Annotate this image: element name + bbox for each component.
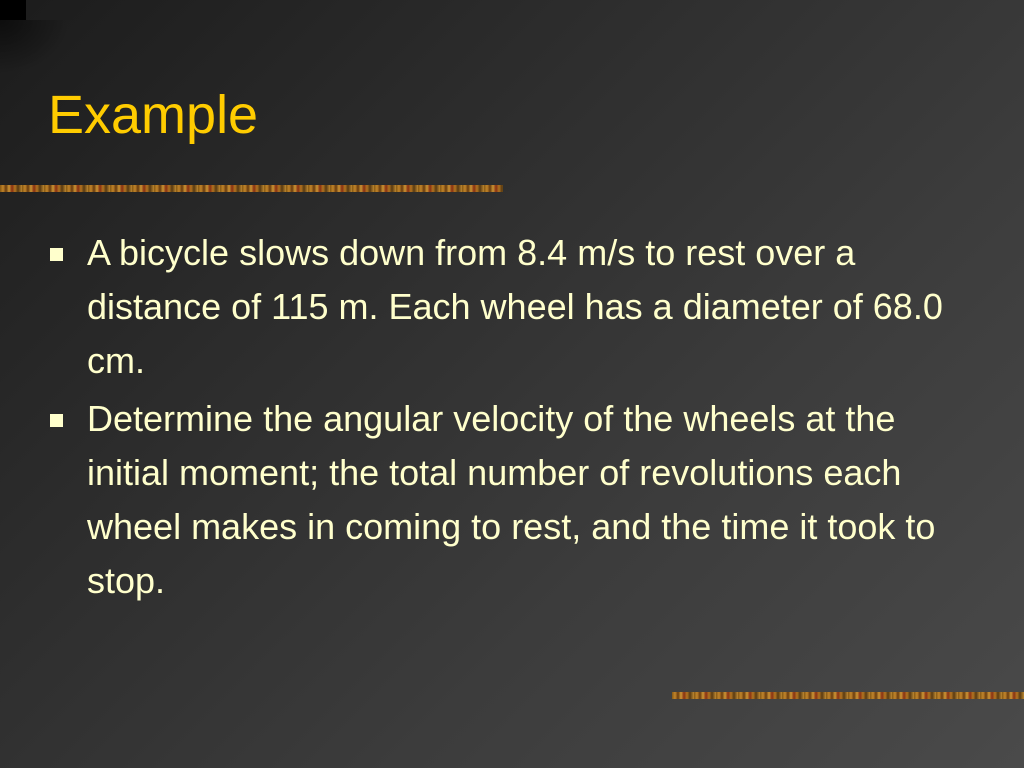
corner-decoration [0,0,26,20]
bullet-item [44,392,944,608]
bullet-text: A bicycle slows down from 8.4 m/s to rest over a distance of 115 m. Each wheel has a diameter of 68.0 cm. [87,232,943,381]
square-bullet-icon [50,248,63,261]
bullet-item [44,226,944,388]
slide-title: Example [48,85,259,145]
bullet-list [44,226,944,612]
title-underline-decoration [0,185,503,192]
footer-decoration [672,692,1024,699]
square-bullet-icon [50,414,63,427]
bullet-text: Determine the angular velocity of the wheels at the initial moment; the total number of revolutions each wheel makes in coming to rest, and the time it took to stop. [87,398,936,601]
